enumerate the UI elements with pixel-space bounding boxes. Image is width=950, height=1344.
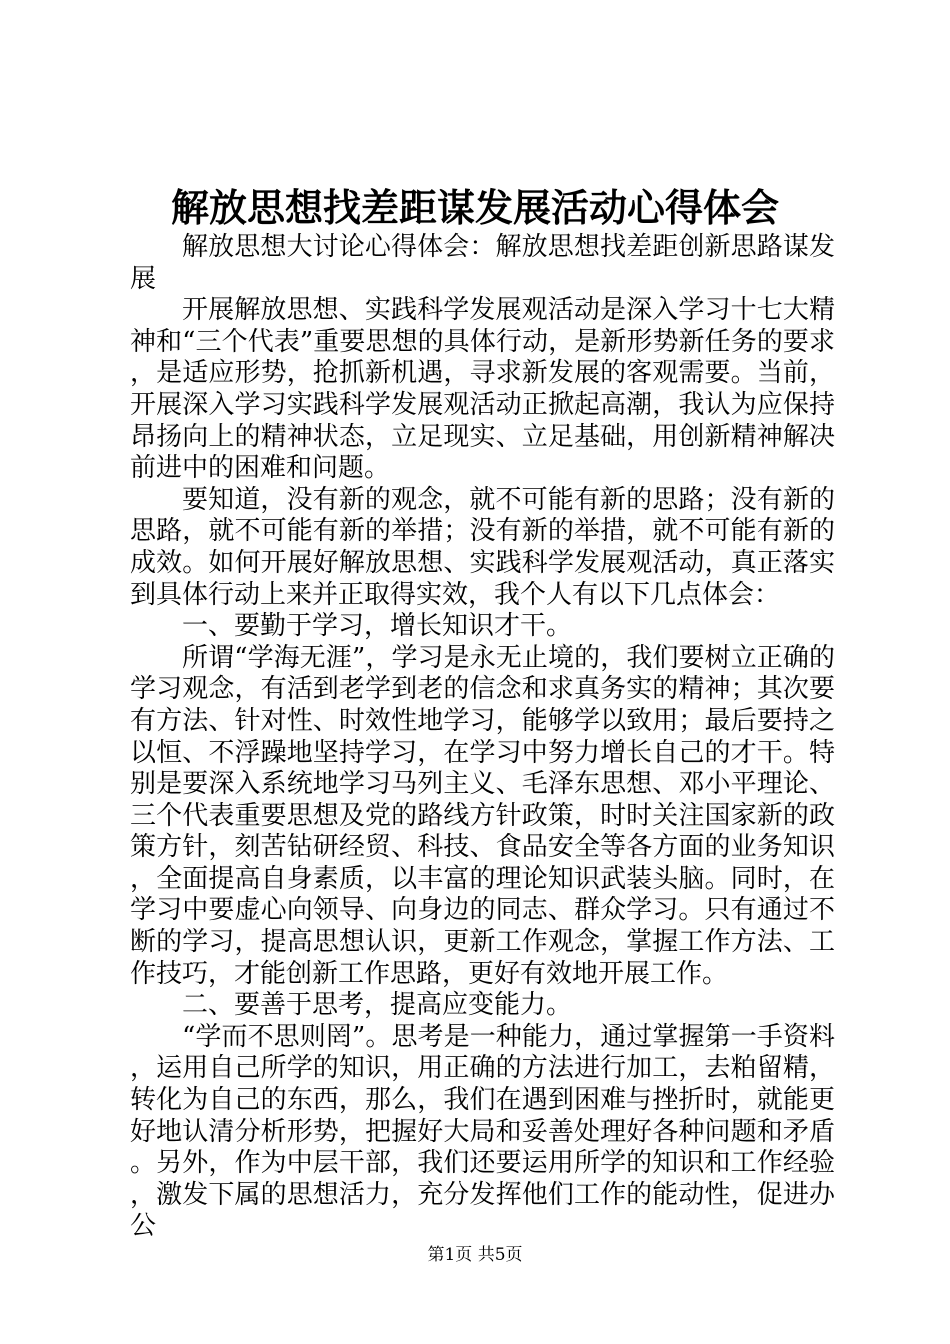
document-body bbox=[130, 232, 835, 1243]
paragraph-thinking: “学而不思则罔”。思考是一种能力，通过掌握第一手资料，运用自己所学的知识，用正确的方法进行加工，去粕留精，转化为自己的东西，那么，我们在遇到困难与挫折时，就能更好地认清分析形势，把握好大局和妥善处理好各种问题和矛盾。另外，作为中层干部，我们还要运用所学的知识和工作经验，激发下属的思想活力，充分发挥他们工作的能动性，促进办公 bbox=[130, 1021, 835, 1242]
page-number-footer: 第1页 共5页 bbox=[427, 1245, 523, 1265]
paragraph-subtitle: 解放思想大讨论心得体会：解放思想找差距创新思路谋发展 bbox=[130, 232, 835, 294]
paragraph-intro: 开展解放思想、实践科学发展观活动是深入学习十七大精神和“三个代表”重要思想的具体行动，是新形势新任务的要求，是适应形势，抢抓新机遇，寻求新发展的客观需要。当前，开展深入学习实践科学发展观活动正掀起高潮，我认为应保持昂扬向上的精神状态，立足现实、立足基础，用创新精神解决前进中的困难和问题。 bbox=[130, 295, 835, 484]
section-heading-1: 一、要勤于学习，增长知识才干。 bbox=[182, 611, 573, 642]
paragraph-study: 所谓“学海无涯”，学习是永无止境的，我们要树立正确的学习观念，有活到老学到老的信念和求真务实的精神；其次要有方法、针对性、时效性地学习，能够学以致用；最后要持之以恒、不浮躁地坚持学习，在学习中努力增长自己的才干。特别是要深入系统地学习马列主义、毛泽东思想、邓小平理论、三个代表重要思想及党的路线方针政策，时时关注国家新的政策方针，刻苦钻研经贸、科技、食品安全等各方面的业务知识，全面提高自身素质，以丰富的理论知识武装头脑。同时，在学习中要虚心向领导、向身边的同志、群众学习。只有通过不断的学习，提高思想认识，更新工作观念，掌握工作方法、工作技巧，才能创新工作思路，更好有效地开展工作。 bbox=[130, 642, 835, 989]
paragraph-ideas: 要知道，没有新的观念，就不可能有新的思路；没有新的思路，就不可能有新的举措；没有新的举措，就不可能有新的成效。如何开展好解放思想、实践科学发展观活动，真正落实到具体行动上来并正取得实效，我个人有以下几点体会： bbox=[130, 484, 835, 610]
document-title: 解放思想找差距谋发展活动心得体会 bbox=[170, 185, 779, 230]
section-heading-2: 二、要善于思考，提高应变能力。 bbox=[182, 990, 573, 1021]
